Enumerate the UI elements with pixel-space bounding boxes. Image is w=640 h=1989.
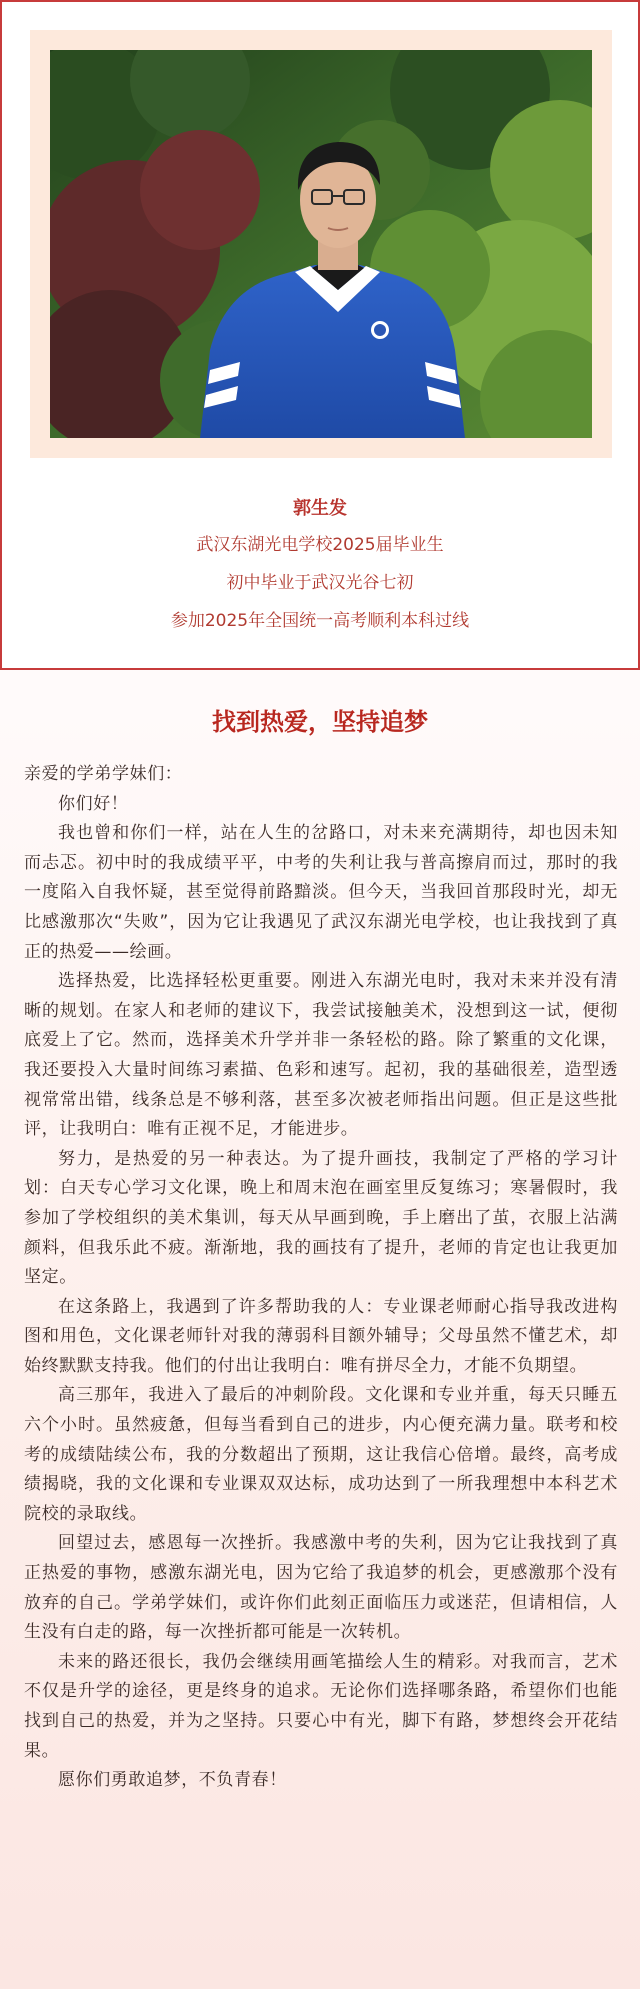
article-paragraph: 回望过去，感恩每一次挫折。我感激中考的失利，因为它让我找到了真正热爱的事物，感激东湖光电，因为它给了我追梦的机会，更感激那个没有放弃的自己。学弟学妹们，或许你们此刻正面临压力或迷茫，但请相信，人生没有白走的路，每一次挫折都可能是一次转机。 xyxy=(24,1533,618,1643)
profile-info xyxy=(2,492,638,640)
profile-card xyxy=(0,0,640,670)
article-paragraph: 高三那年，我进入了最后的冲刺阶段。文化课和专业并重，每天只睡五六个小时。虽然疲惫，但每当看到自己的进步，内心便充满力量。联考和校考的成绩陆续公布，我的分数超出了预期，这让我信心倍增。最终，高考成绩揭晓，我的文化课和专业课双双达标，成功达到了一所我理想中本科艺术院校的录取线。 xyxy=(24,1385,618,1524)
profile-school-line: 武汉东湖光电学校2025届毕业生 xyxy=(196,535,444,555)
article-body xyxy=(24,760,618,1796)
salutation: 亲爱的学弟学妹们： xyxy=(24,764,183,784)
article-paragraph: 我也曾和你们一样，站在人生的岔路口，对未来充满期待，却也因未知而忐忑。初中时的我成绩平平，中考的失利让我与普高擦肩而过，那时的我一度陷入自我怀疑，甚至觉得前路黯淡。但今天，当我回首那段时光，却无比感激那次“失败”，因为它让我遇见了武汉东湖光电学校，也让我找到了真正的热爱——绘画。 xyxy=(24,823,618,962)
photo-frame xyxy=(30,30,612,458)
article-paragraph: 努力，是热爱的另一种表达。为了提升画技，我制定了严格的学习计划：白天专心学习文化课，晚上和周末泡在画室里反复练习；寒暑假时，我参加了学校组织的美术集训，每天从早画到晚，手上磨出了茧，衣服上沾满颜料，但我乐此不疲。渐渐地，我的画技有了提升，老师的肯定也让我更加坚定。 xyxy=(24,1148,618,1288)
article-closing: 愿你们勇敢追梦，不负青春！ xyxy=(58,1770,287,1791)
student-name: 郭生发 xyxy=(293,498,347,519)
article-paragraph: 你们好！ xyxy=(58,793,129,814)
article-title: 找到热爱，坚持追梦 xyxy=(212,708,428,736)
article-paragraph: 未来的路还很长，我仍会继续用画笔描绘人生的精彩。对我而言，艺术不仅是升学的途径，更是终身的追求。无论你们选择哪条路，希望你们也能找到自己的热爱，并为之坚持。只要心中有光，脚下有路，梦想终会开花结果。 xyxy=(24,1651,618,1761)
profile-junior-school-line: 初中毕业于武汉光谷七初 xyxy=(226,573,414,593)
student-photo xyxy=(50,50,592,438)
article-paragraph: 选择热爱，比选择轻松更重要。刚进入东湖光电时，我对未来并没有清晰的规划。在家人和老师的建议下，我尝试接触美术，没想到这一试，便彻底爱上了它。然而，选择美术升学并非一条轻松的路。除了繁重的文化课，我还要投入大量时间练习素描、色彩和速写。起初，我的基础很差，造型透视常常出错，线条总是不够利落，甚至多次被老师指出问题。但正是这些批评，让我明白：唯有正视不足，才能进步。 xyxy=(24,971,618,1140)
profile-exam-line: 参加2025年全国统一高考顺利本科过线 xyxy=(170,611,470,631)
article-paragraph: 在这条路上，我遇到了许多帮助我的人：专业课老师耐心指导我改进构图和用色，文化课老师针对我的薄弱科目额外辅导；父母虽然不懂艺术，却始终默默支持我。他们的付出让我明白：唯有拼尽全力，才能不负期望。 xyxy=(24,1296,618,1376)
